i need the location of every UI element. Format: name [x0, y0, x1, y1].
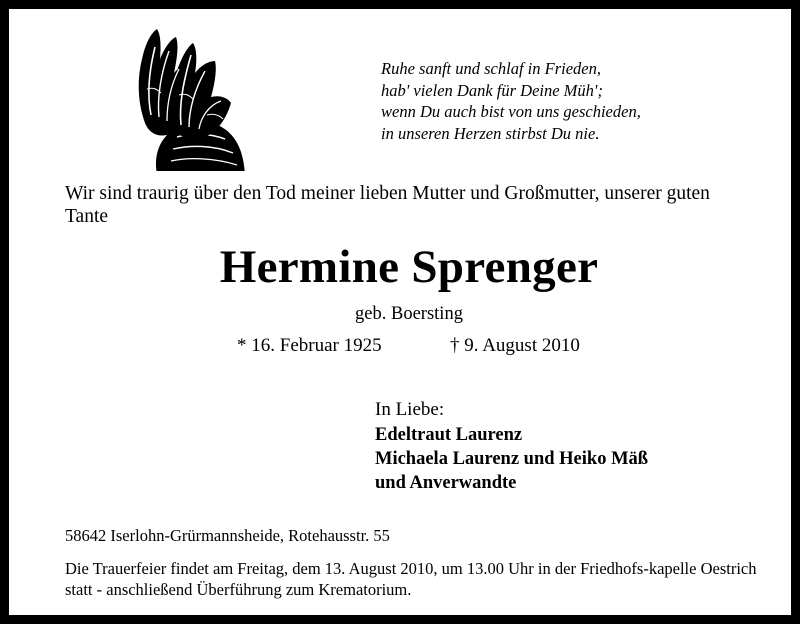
- maiden-name: geb. Boersting: [355, 304, 463, 324]
- mourner-name: Edeltraut Laurenz: [375, 425, 523, 445]
- birth-date: * 16. Februar 1925: [237, 335, 382, 356]
- family-address: 58642 Iserlohn-Grürmannsheide, Rotehausstr. 55: [65, 526, 390, 545]
- deceased-name: Hermine Sprenger: [219, 241, 599, 293]
- poem-line: hab' vielen Dank für Deine Müh';: [381, 80, 603, 100]
- memorial-poem: [381, 58, 641, 144]
- praying-hands-icon: [127, 25, 251, 171]
- mourner-name: und Anverwandte: [375, 473, 517, 493]
- intro-text: Wir sind traurig über den Tod meiner lieben Mutter und Großmutter, unserer guten Tante: [65, 183, 710, 227]
- ceremony-info: Die Trauerfeier findet am Freitag, dem 13. August 2010, um 13.00 Uhr in der Friedhofs-kapelle Oestrich statt - anschließend Überführung zum Krematorium.: [65, 559, 757, 599]
- mourners-label: In Liebe:: [375, 399, 445, 420]
- death-date: † 9. August 2010: [450, 335, 580, 356]
- mourners-list: [375, 423, 648, 495]
- poem-line: Ruhe sanft und schlaf in Frieden,: [381, 59, 601, 78]
- poem-line: in unseren Herzen stirbst Du nie.: [381, 123, 600, 143]
- poem-line: wenn Du auch bist von uns geschieden,: [381, 102, 641, 121]
- mourner-name: Michaela Laurenz und Heiko Mäß: [375, 449, 649, 469]
